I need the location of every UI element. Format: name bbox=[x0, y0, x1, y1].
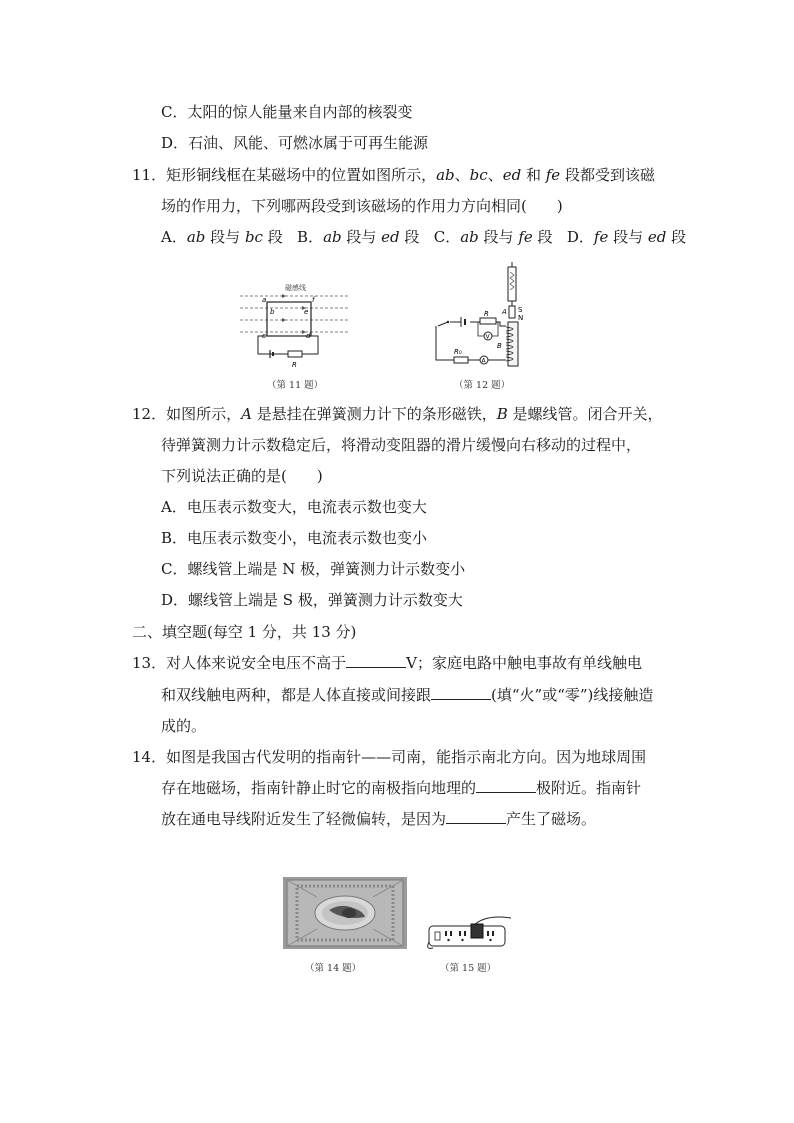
section-heading: 二、填空题(每空 1 分，共 13 分) bbox=[132, 623, 357, 641]
answer-blank[interactable] bbox=[476, 778, 536, 793]
label-d: d bbox=[306, 332, 311, 340]
label-magnet-a: A bbox=[502, 308, 507, 316]
question-number: 14． bbox=[132, 748, 167, 766]
figure-14-sinan-compass bbox=[283, 877, 407, 949]
q12-stem-line3: 下列说法正确的是( ) bbox=[161, 467, 323, 485]
q13-line1: 13．对人体来说安全电压不高于 V；家庭电路中触电事故有单线触电 bbox=[132, 654, 642, 672]
q12-option-b: B．电压表示数变小，电流表示数也变小 bbox=[161, 529, 428, 547]
q11-option-a: A．ab 段与 bc 段 bbox=[161, 228, 283, 246]
figure-12-solenoid-circuit bbox=[430, 262, 540, 374]
q14-line1: 14．如图是我国古代发明的指南针——司南，能指示南北方向。因为地球周围 bbox=[132, 748, 647, 766]
q12-stem-line1: 12．如图所示，A 是悬挂在弹簧测力计下的条形磁铁，B 是螺线管。闭合开关， bbox=[132, 405, 663, 423]
q12-option-a: A．电压表示数变大，电流表示数也变大 bbox=[161, 498, 427, 516]
answer-blank[interactable] bbox=[446, 809, 506, 824]
figure-11-magnetic-field-frame bbox=[240, 280, 350, 370]
q14-line2: 存在地磁场，指南针静止时它的南极指向地理的 极附近。指南针 bbox=[161, 779, 642, 797]
q10-option-c: C．太阳的惊人能量来自内部的核裂变 bbox=[161, 103, 413, 121]
q11-options bbox=[161, 226, 686, 248]
q12-stem-line2: 待弹簧测力计示数稳定后，将滑动变阻器的滑片缓慢向右移动的过程中， bbox=[161, 436, 642, 454]
label-e: e bbox=[304, 308, 309, 316]
field-lines-label: 磁感线 bbox=[285, 284, 306, 292]
ammeter-label: A bbox=[481, 357, 486, 365]
label-n: N bbox=[518, 314, 524, 322]
q12-option-d: D．螺线管上端是 S 极，弹簧测力计示数变大 bbox=[161, 591, 463, 609]
q11-stem-line2: 场的作用力，下列哪两段受到该磁场的作用力方向相同( ) bbox=[161, 197, 563, 215]
q11-option-c: C．ab 段与 fe 段 bbox=[433, 228, 553, 246]
figure-12-caption: （第 12 题） bbox=[454, 380, 511, 391]
answer-blank[interactable] bbox=[346, 653, 406, 668]
label-rheostat-r: R bbox=[484, 310, 489, 318]
label-s: S bbox=[518, 306, 523, 314]
voltmeter-label: V bbox=[485, 333, 490, 341]
figure-11-caption: （第 11 题） bbox=[267, 380, 324, 391]
q14-line3: 放在通电导线附近发生了轻微偏转，是因为 产生了磁场。 bbox=[161, 810, 597, 828]
label-b: b bbox=[270, 308, 275, 316]
label-solenoid-b: B bbox=[497, 342, 502, 350]
q13-line2: 和双线触电两种，都是人体直接或间接跟 (填“火”或“零”)线接触造 bbox=[161, 686, 654, 704]
q11-option-b: B．ab 段与 ed 段 bbox=[297, 228, 420, 246]
question-number: 13． bbox=[132, 654, 167, 672]
figure-15-power-strip bbox=[425, 912, 513, 954]
answer-blank[interactable] bbox=[431, 685, 491, 700]
label-r: R bbox=[292, 361, 297, 369]
question-number: 12． bbox=[132, 405, 167, 423]
label-c: c bbox=[262, 332, 266, 340]
q11-stem-line1: 11．矩形铜线框在某磁场中的位置如图所示，ab、bc、ed 和 fe 段都受到该磁 bbox=[132, 166, 655, 184]
label-a: a bbox=[262, 296, 267, 304]
label-f: f bbox=[312, 296, 315, 304]
figure-15-caption: （第 15 题） bbox=[440, 963, 497, 974]
figure-14-caption: （第 14 题） bbox=[305, 963, 362, 974]
question-number: 11． bbox=[132, 166, 167, 184]
q10-option-d: D．石油、风能、可燃冰属于可再生能源 bbox=[161, 134, 429, 152]
q13-line3: 成的。 bbox=[161, 717, 207, 735]
q12-option-c: C．螺线管上端是 N 极，弹簧测力计示数变小 bbox=[161, 560, 466, 578]
q11-option-d: D．fe 段与 ed 段 bbox=[566, 228, 687, 246]
label-r0: R₀ bbox=[454, 348, 462, 356]
